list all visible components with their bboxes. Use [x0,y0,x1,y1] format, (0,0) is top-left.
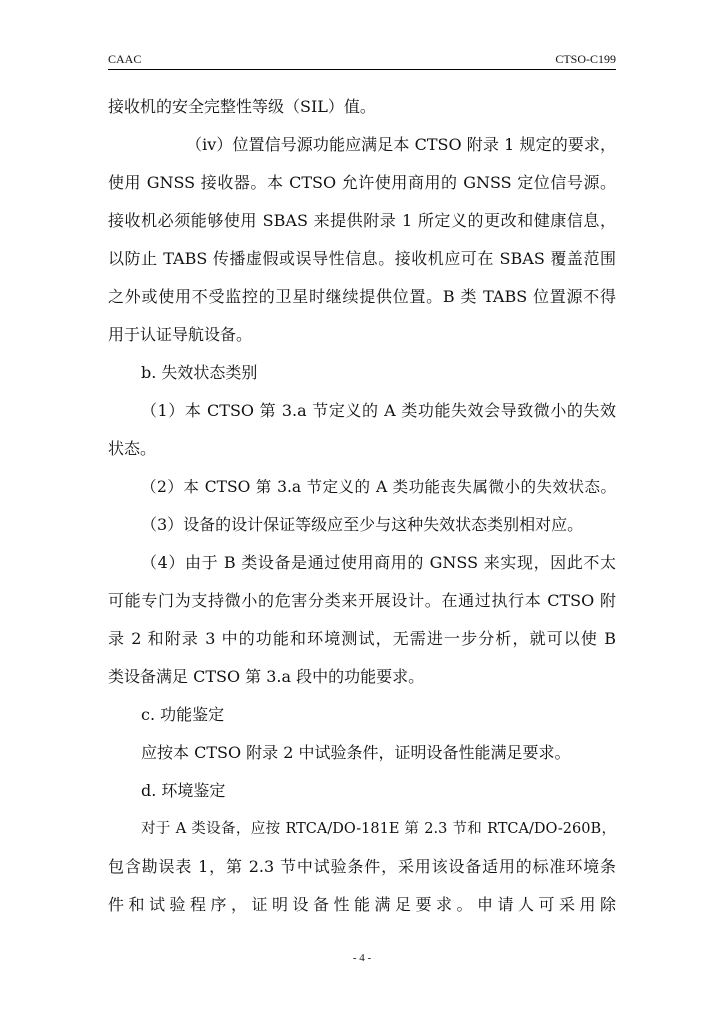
paragraph-line: 包含勘误表 1，第 2.3 节中试验条件，采用该设备适用的标准环境条 [108,857,616,876]
paragraph-line: 应按本 CTSO 附录 2 中试验条件，证明设备性能满足要求。 [141,743,571,762]
paragraph-line: （2）本 CTSO 第 3.a 节定义的 A 类功能丧失属微小的失效状态。 [141,478,616,496]
paragraph-line: （iv）位置信号源功能应满足本 CTSO 附录 1 规定的要求， [186,135,616,154]
paragraph-line: 状态。 [108,439,157,458]
paragraph-line: 以防止 TABS 传播虚假或误导性信息。接收机应可在 SBAS 覆盖范围 [108,249,616,268]
document-body [108,88,616,924]
paragraph-line: （3）设备的设计保证等级应至少与这种失效状态类别相对应。 [141,515,584,534]
paragraph-line: （1）本 CTSO 第 3.a 节定义的 A 类功能失效会导致微小的失效 [141,401,616,420]
header-left: CAAC [108,52,142,66]
paragraph-line: 类设备满足 CTSO 第 3.a 段中的功能要求。 [108,667,425,686]
paragraph-line: 接收机的安全完整性等级（SIL）值。 [108,97,376,116]
paragraph-line: 接收机必须能够使用 SBAS 来提供附录 1 所定义的更改和健康信息， [108,211,616,230]
section-heading-c: c. 功能鉴定 [141,705,225,724]
header-rule [108,69,616,70]
paragraph-line: 用于认证导航设备。 [108,325,253,344]
paragraph-line: 之外或使用不受监控的卫星时继续提供位置。B 类 TABS 位置源不得 [108,287,616,306]
header-right: CTSO-C199 [555,52,616,66]
page-header [108,52,616,68]
page-number: - 4 - [352,952,372,964]
paragraph-line: （4）由于 B 类设备是通过使用商用的 GNSS 来实现，因此不太 [141,553,616,572]
paragraph-line: 对于 A 类设备，应按 RTCA/DO-181E 第 2.3 节和 RTCA/DO-260B， [141,821,616,837]
section-heading-d: d. 环境鉴定 [141,781,226,800]
paragraph-line: 录 2 和附录 3 中的功能和环境测试，无需进一步分析，就可以使 B [108,629,616,648]
paragraph-line: 件和试验程序，证明设备性能满足要求。申请人可采用除 [108,895,616,914]
paragraph-line: 可能专门为支持微小的危害分类来开展设计。在通过执行本 CTSO 附 [108,591,616,610]
paragraph-line: 使用 GNSS 接收器。本 CTSO 允许使用商用的 GNSS 定位信号源。 [108,173,616,192]
section-heading-b: b. 失效状态类别 [141,363,258,382]
